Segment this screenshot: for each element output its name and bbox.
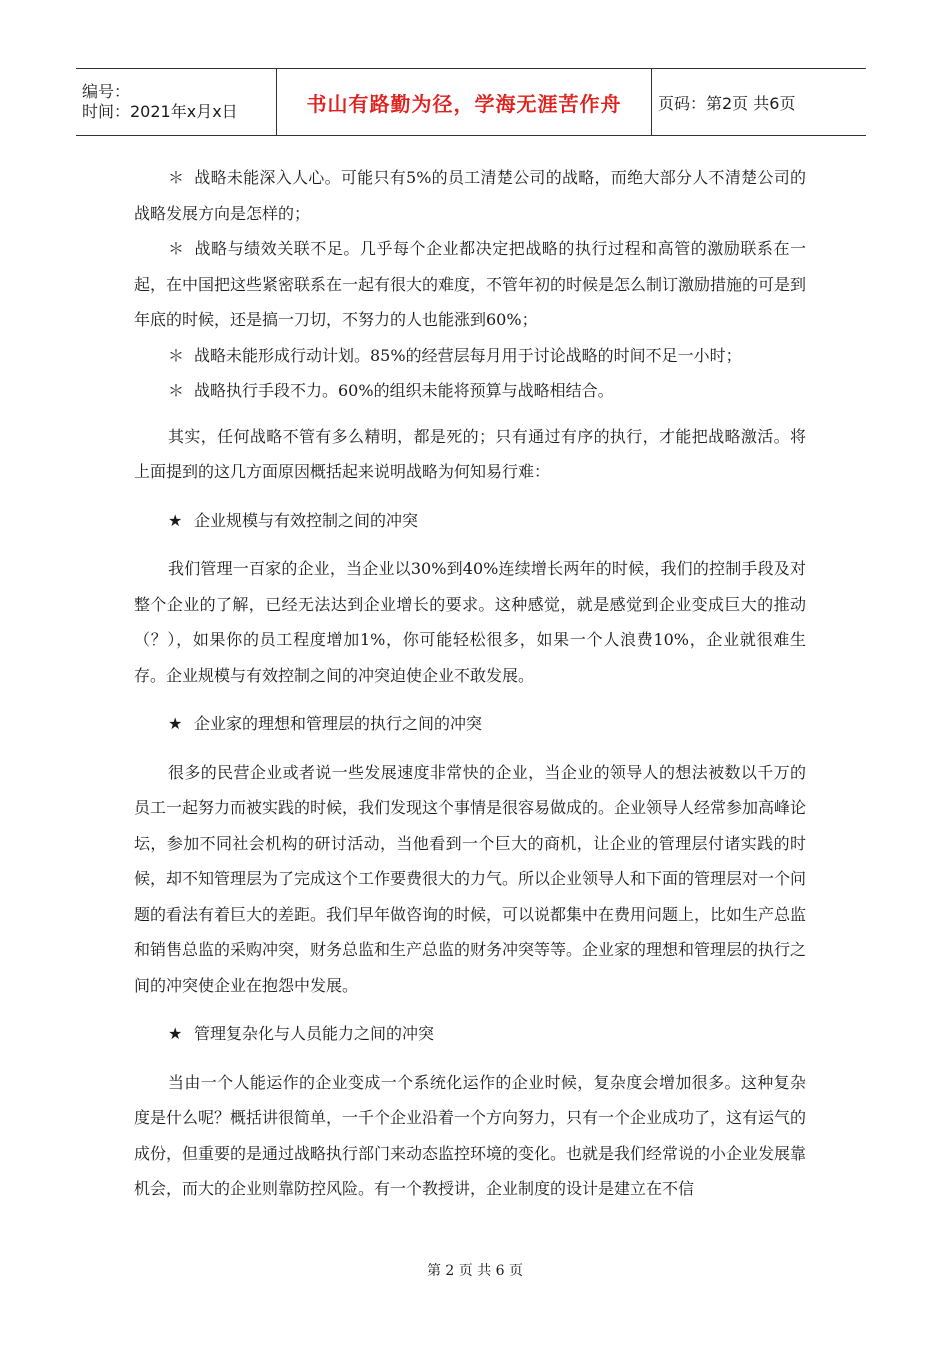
header-page-number: 页码：第2页 共6页	[658, 93, 796, 113]
page-footer: 第 2 页 共 6 页	[426, 1263, 524, 1279]
bullet-paragraph: ＊ 战略未能深入人心。可能只有5%的员工清楚公司的战略，而绝大部分人不清楚公司的战略发展方向是怎样的；	[134, 160, 806, 231]
asterisk-bullet-icon: ＊	[168, 381, 185, 400]
document-date: 时间：2021年x月x日	[82, 102, 238, 121]
body-paragraph: 我们管理一百家的企业，当企业以30%到40%连续增长两年的时候，我们的控制手段及对整个企业的了解，已经无法达到企业增长的要求。这种感觉，就是感觉到企业变成巨大的推动（？），如果你的员工程度增加1%，你可能轻松很多，如果一个人浪费10%，企业就很难生存。企业规模与有效控制之间的冲突迫使企业不敢发展。	[134, 559, 806, 685]
section-heading: ★ 企业家的理想和管理层的执行之间的冲突	[134, 706, 806, 742]
star-icon: ★	[168, 1024, 183, 1043]
body-paragraph: 其实，任何战略不管有多么精明，都是死的；只有通过有序的执行，才能把战略激活。将上面提到的这几方面原因概括起来说明战略为何知易行难：	[134, 426, 806, 481]
star-icon: ★	[168, 510, 183, 530]
header-motto-cell	[277, 69, 652, 135]
header-motto: 书山有路勤为径，学海无涯苦作舟	[306, 91, 622, 116]
section-heading: ★ 企业规模与有效控制之间的冲突	[134, 503, 806, 539]
section-heading: ★ 管理复杂化与人员能力之间的冲突	[134, 1016, 806, 1052]
bullet-paragraph: ＊ 战略执行手段不力。60%的组织未能将预算与战略相结合。	[134, 373, 806, 409]
document-body	[134, 160, 806, 1207]
document-number: 编号：	[82, 82, 131, 101]
header-page-cell	[652, 69, 866, 135]
body-paragraph: 很多的民营企业或者说一些发展速度非常快的企业，当企业的领导人的想法被数以千万的员工一起努力而被实践的时候，我们发现这个事情是很容易做成的。企业领导人经常参加高峰论坛，参加不同社会机构的研讨活动，当他看到一个巨大的商机，让企业的管理层付诸实践的时候，却不知管理层为了完成这个工作要费很大的力气。所以企业领导人和下面的管理层对一个问题的看法有着巨大的差距。我们早年做咨询的时候，可以说都集中在费用问题上，比如生产总监和销售总监的采购冲突，财务总监和生产总监的财务冲突等等。企业家的理想和管理层的执行之间的冲突使企业在抱怨中发展。	[134, 762, 807, 995]
asterisk-bullet-icon: ＊	[168, 345, 185, 365]
page-header	[76, 68, 866, 136]
star-icon: ★	[168, 714, 183, 733]
bullet-paragraph: ＊ 战略未能形成行动计划。85%的经营层每月用于讨论战略的时间不足一小时；	[134, 338, 806, 374]
bullet-paragraph: ＊ 战略与绩效关联不足。几乎每个企业都决定把战略的执行过程和高管的激励联系在一起，在中国把这些紧密联系在一起有很大的难度，不管年初的时候是怎么制订激励措施的可是到年底的时候，还是搞一刀切，不努力的人也能涨到60%；	[134, 231, 806, 338]
body-paragraph: 当由一个人能运作的企业变成一个系统化运作的企业时候，复杂度会增加很多。这种复杂度是什么呢？概括讲很简单，一千个企业沿着一个方向努力，只有一个企业成功了，这有运气的成份，但重要的是通过战略执行部门来动态监控环境的变化。也就是我们经常说的小企业发展靠机会，而大的企业则靠防控风险。有一个教授讲，企业制度的设计是建立在不信	[134, 1072, 807, 1198]
header-meta	[76, 69, 277, 135]
asterisk-bullet-icon: ＊	[168, 168, 185, 187]
asterisk-bullet-icon: ＊	[168, 239, 185, 258]
